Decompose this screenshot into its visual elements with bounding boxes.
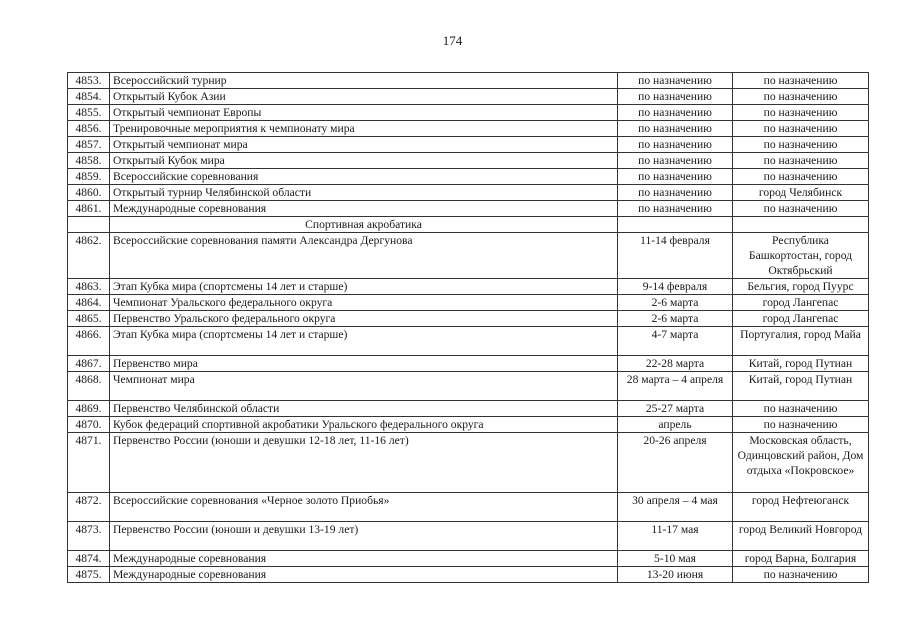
event-place: по назначению: [733, 169, 869, 185]
event-number: 4869.: [68, 401, 110, 417]
event-place: по назначению: [733, 89, 869, 105]
event-date: по назначению: [618, 201, 733, 217]
event-place: Бельгия, город Пуурс: [733, 279, 869, 295]
page-number: 174: [442, 33, 463, 48]
table-row: [68, 311, 869, 327]
event-number: 4860.: [68, 185, 110, 201]
event-number: 4859.: [68, 169, 110, 185]
event-name: Открытый чемпионат Европы: [110, 105, 618, 121]
event-place: по назначению: [733, 137, 869, 153]
event-number: 4874.: [68, 551, 110, 567]
event-place: город Нефтеюганск: [733, 493, 869, 522]
event-number: 4873.: [68, 522, 110, 551]
table-row: [68, 567, 869, 583]
table-row: [68, 417, 869, 433]
table-row: [68, 89, 869, 105]
event-place: Китай, город Путиан: [733, 372, 869, 401]
table-row: [68, 73, 869, 89]
event-name: Кубок федераций спортивной акробатики Уральского федерального округа: [110, 417, 618, 433]
event-number: 4875.: [68, 567, 110, 583]
table-row: [68, 433, 869, 493]
event-number: 4862.: [68, 233, 110, 279]
table-row: [68, 105, 869, 121]
event-name: Первенство мира: [110, 356, 618, 372]
event-date: апрель: [618, 417, 733, 433]
table-row: [68, 121, 869, 137]
table-row: [68, 401, 869, 417]
event-number: 4866.: [68, 327, 110, 356]
event-place: город Великий Новгород: [733, 522, 869, 551]
event-name: Всероссийские соревнования памяти Александра Дергунова: [110, 233, 618, 279]
event-number: 4853.: [68, 73, 110, 89]
event-name: Тренировочные мероприятия к чемпионату мира: [110, 121, 618, 137]
event-number: 4867.: [68, 356, 110, 372]
event-number: 4865.: [68, 311, 110, 327]
event-date: 9-14 февраля: [618, 279, 733, 295]
event-place: по назначению: [733, 153, 869, 169]
event-date: по назначению: [618, 105, 733, 121]
event-name: Всероссийские соревнования «Черное золото Приобья»: [110, 493, 618, 522]
event-name: Открытый турнир Челябинской области: [110, 185, 618, 201]
event-name: Открытый Кубок Азии: [110, 89, 618, 105]
table-row: [68, 137, 869, 153]
event-place: по назначению: [733, 401, 869, 417]
event-number: 4863.: [68, 279, 110, 295]
event-date: по назначению: [618, 121, 733, 137]
event-number: 4868.: [68, 372, 110, 401]
event-number: 4857.: [68, 137, 110, 153]
table-row: [68, 327, 869, 356]
event-date: по назначению: [618, 185, 733, 201]
event-date: по назначению: [618, 89, 733, 105]
section-header-spacer: [68, 217, 110, 233]
event-date: 11-14 февраля: [618, 233, 733, 279]
event-date: по назначению: [618, 169, 733, 185]
table-row: [68, 185, 869, 201]
event-place: по назначению: [733, 417, 869, 433]
event-name: Открытый Кубок мира: [110, 153, 618, 169]
event-number: 4861.: [68, 201, 110, 217]
section-header-row: [68, 217, 869, 233]
table-row: [68, 201, 869, 217]
event-place: город Варна, Болгария: [733, 551, 869, 567]
event-date: по назначению: [618, 153, 733, 169]
event-number: 4854.: [68, 89, 110, 105]
event-place: город Челябинск: [733, 185, 869, 201]
section-header-spacer: [733, 217, 869, 233]
event-date: 2-6 марта: [618, 311, 733, 327]
table-row: [68, 233, 869, 279]
event-name: Всероссийский турнир: [110, 73, 618, 89]
event-place: Китай, город Путиан: [733, 356, 869, 372]
event-date: 28 марта – 4 апреля: [618, 372, 733, 401]
event-date: 22-28 марта: [618, 356, 733, 372]
event-number: 4872.: [68, 493, 110, 522]
event-number: 4858.: [68, 153, 110, 169]
section-header-spacer: [618, 217, 733, 233]
event-number: 4870.: [68, 417, 110, 433]
event-number: 4871.: [68, 433, 110, 493]
event-name: Чемпионат Уральского федерального округа: [110, 295, 618, 311]
event-name: Всероссийские соревнования: [110, 169, 618, 185]
event-place: город Лангепас: [733, 311, 869, 327]
event-place: город Лангепас: [733, 295, 869, 311]
event-number: 4856.: [68, 121, 110, 137]
event-name: Первенство Уральского федерального округа: [110, 311, 618, 327]
event-date: по назначению: [618, 73, 733, 89]
event-date: 25-27 марта: [618, 401, 733, 417]
event-place: по назначению: [733, 105, 869, 121]
table-row: [68, 153, 869, 169]
events-table-body: [68, 73, 869, 583]
event-place: по назначению: [733, 121, 869, 137]
table-row: [68, 493, 869, 522]
table-row: [68, 372, 869, 401]
table-row: [68, 356, 869, 372]
section-title: Спортивная акробатика: [110, 217, 618, 233]
event-number: 4864.: [68, 295, 110, 311]
event-date: 20-26 апреля: [618, 433, 733, 493]
event-name: Международные соревнования: [110, 201, 618, 217]
event-name: Международные соревнования: [110, 567, 618, 583]
event-place: по назначению: [733, 567, 869, 583]
event-name: Этап Кубка мира (спортсмены 14 лет и старше): [110, 327, 618, 356]
event-date: 2-6 марта: [618, 295, 733, 311]
event-name: Первенство России (юноши и девушки 13-19 лет): [110, 522, 618, 551]
event-date: по назначению: [618, 137, 733, 153]
event-place: по назначению: [733, 201, 869, 217]
event-name: Открытый чемпионат мира: [110, 137, 618, 153]
event-date: 13-20 июня: [618, 567, 733, 583]
event-date: 4-7 марта: [618, 327, 733, 356]
event-date: 11-17 мая: [618, 522, 733, 551]
table-row: [68, 551, 869, 567]
table-row: [68, 522, 869, 551]
event-date: 30 апреля – 4 мая: [618, 493, 733, 522]
event-number: 4855.: [68, 105, 110, 121]
event-place: Московская область, Одинцовский район, Дом отдыха «Покровское»: [733, 433, 869, 493]
table-row: [68, 295, 869, 311]
event-name: Этап Кубка мира (спортсмены 14 лет и старше): [110, 279, 618, 295]
event-place: по назначению: [733, 73, 869, 89]
table-row: [68, 279, 869, 295]
event-name: Первенство России (юноши и девушки 12-18 лет, 11-16 лет): [110, 433, 618, 493]
table-row: [68, 169, 869, 185]
event-name: Первенство Челябинской области: [110, 401, 618, 417]
event-date: 5-10 мая: [618, 551, 733, 567]
events-table: [67, 72, 869, 583]
event-name: Международные соревнования: [110, 551, 618, 567]
event-place: Португалия, город Майа: [733, 327, 869, 356]
event-place: Республика Башкортостан, город Октябрьский: [733, 233, 869, 279]
event-name: Чемпионат мира: [110, 372, 618, 401]
